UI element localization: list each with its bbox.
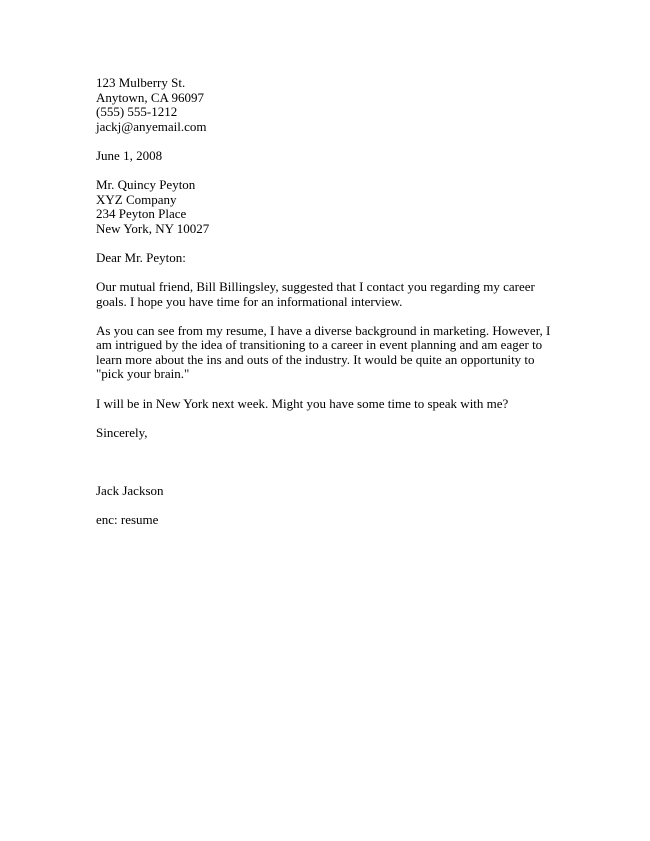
salutation-block: [96, 251, 556, 266]
body-paragraph-1: [96, 280, 556, 309]
paragraph-line: I will be in New York next week. Might you have some time to speak with me?: [96, 395, 509, 411]
letter-date-block: [96, 149, 556, 164]
enclosure-note: enc: resume: [96, 512, 159, 528]
signature-space: [96, 440, 556, 484]
spacer: [96, 134, 556, 149]
spacer: [96, 236, 556, 251]
enclosure-block: [96, 513, 556, 528]
recipient-company: XYZ Company: [96, 191, 177, 207]
signature-block: [96, 484, 556, 499]
letter-date: June 1, 2008: [96, 147, 163, 163]
spacer: [96, 499, 556, 514]
recipient-street: 234 Peyton Place: [96, 206, 187, 222]
letter-page: [96, 76, 556, 528]
paragraph-line: "pick your brain.": [96, 366, 190, 382]
closing-block: [96, 426, 556, 441]
body-paragraph-3: [96, 397, 556, 412]
sender-city-state-zip: Anytown, CA 96097: [96, 89, 204, 105]
body-paragraph-2: [96, 324, 556, 382]
paragraph-line: am intrigued by the idea of transitioning to a career in event planning and am eager to: [96, 337, 543, 353]
recipient-name: Mr. Quincy Peyton: [96, 176, 196, 192]
sender-email: jackj@anyemail.com: [96, 118, 207, 134]
recipient-address: [96, 178, 556, 236]
signature-name: Jack Jackson: [96, 483, 164, 499]
paragraph-line: goals. I hope you have time for an informational interview.: [96, 293, 403, 309]
sender-phone: (555) 555-1212: [96, 104, 178, 120]
sender-address: [96, 76, 556, 134]
spacer: [96, 163, 556, 178]
salutation: Dear Mr. Peyton:: [96, 249, 186, 265]
paragraph-line: Our mutual friend, Bill Billingsley, suggested that I contact you regarding my career: [96, 278, 535, 294]
closing: Sincerely,: [96, 424, 148, 440]
spacer: [96, 411, 556, 426]
paragraph-line: learn more about the ins and outs of the industry. It would be quite an opportunity to: [96, 351, 535, 367]
spacer: [96, 309, 556, 324]
recipient-city-state-zip: New York, NY 10027: [96, 220, 210, 236]
spacer: [96, 382, 556, 397]
sender-street: 123 Mulberry St.: [96, 75, 186, 90]
spacer: [96, 265, 556, 280]
paragraph-line: As you can see from my resume, I have a diverse background in marketing. However, I: [96, 322, 551, 338]
